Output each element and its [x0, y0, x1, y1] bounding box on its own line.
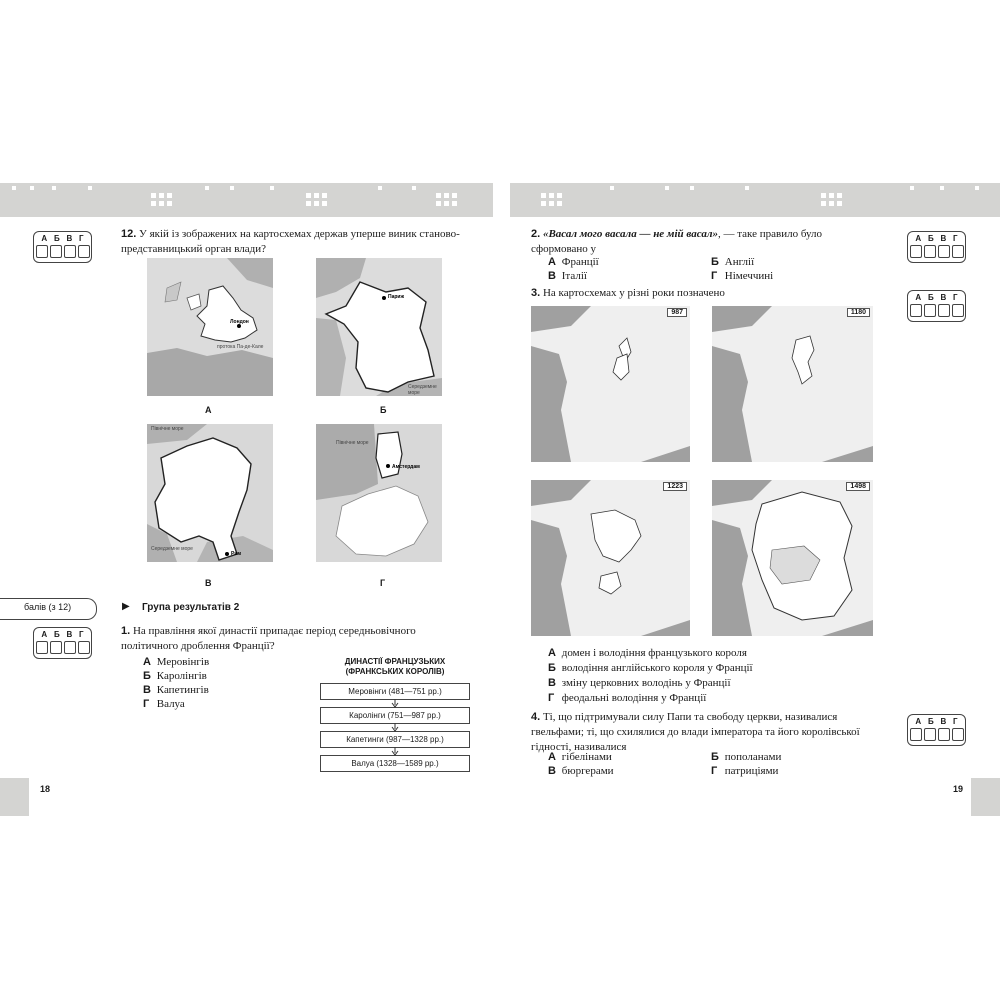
- option-letter: В: [143, 684, 151, 696]
- option-letter: А: [143, 656, 151, 668]
- answer-letter: В: [940, 293, 947, 302]
- answer-letter: В: [940, 234, 947, 243]
- answer-cell[interactable]: [78, 641, 90, 654]
- map-city-label: Амстердам: [392, 464, 420, 470]
- header-band-right: [510, 183, 1000, 217]
- option-letter: А: [548, 751, 556, 763]
- question-text: На картосхемах у різні роки позначено: [542, 287, 725, 299]
- option-d[interactable]: [711, 269, 773, 283]
- question-number: 2.: [531, 228, 541, 240]
- score-label: балів (з 12): [24, 602, 72, 612]
- scheme-subtitle: (ФРАНКСЬКИХ КОРОЛІВ): [345, 667, 445, 676]
- answer-cell[interactable]: [910, 304, 922, 317]
- answer-box[interactable]: [907, 714, 966, 746]
- answer-cell[interactable]: [910, 728, 922, 741]
- square-dot-icon: [230, 186, 234, 190]
- map-label: А: [205, 405, 212, 415]
- option-text: Англії: [724, 256, 755, 268]
- question-3: [531, 286, 871, 301]
- dynasty-box: Капетинги (987—1328 рр.): [320, 731, 470, 748]
- square-dots-icon: [151, 193, 172, 206]
- dynasty-box: Меровінги (481—751 рр.): [320, 683, 470, 700]
- option-letter: Б: [548, 662, 556, 674]
- dynasty-box: Валуа (1328—1589 рр.): [320, 755, 470, 772]
- option-letter: А: [548, 256, 556, 268]
- question-number: 4.: [531, 711, 541, 723]
- answer-cell[interactable]: [36, 641, 48, 654]
- square-dot-icon: [910, 186, 914, 190]
- square-dot-icon: [52, 186, 56, 190]
- square-dots-icon: [821, 193, 842, 206]
- option-a[interactable]: [548, 255, 599, 269]
- answer-cell[interactable]: [78, 245, 90, 258]
- option-letter: Б: [711, 751, 719, 763]
- page-number: 19: [953, 784, 964, 794]
- answer-letter: Б: [53, 630, 60, 639]
- answer-letter: Г: [953, 234, 958, 243]
- square-dot-icon: [940, 186, 944, 190]
- page-corner: [971, 778, 1000, 816]
- square-dots-icon: [541, 193, 562, 206]
- answer-cell[interactable]: [64, 245, 76, 258]
- answer-letter: В: [66, 234, 73, 243]
- square-dots-icon: [436, 193, 457, 206]
- answer-letter: Б: [927, 234, 934, 243]
- group-marker-icon: ▶: [122, 601, 130, 612]
- square-dot-icon: [88, 186, 92, 190]
- page-corner: [0, 778, 29, 816]
- option-letter: А: [548, 647, 556, 659]
- answer-cell[interactable]: [36, 245, 48, 258]
- option-a[interactable]: [548, 646, 747, 660]
- map-frankish-empire: [147, 424, 273, 562]
- square-dots-icon: [306, 193, 327, 206]
- option-text: Франції: [561, 256, 599, 268]
- answer-cell[interactable]: [924, 304, 936, 317]
- question-4: [531, 710, 873, 755]
- option-letter: В: [548, 765, 556, 777]
- option-letter: Г: [143, 698, 150, 710]
- square-dot-icon: [12, 186, 16, 190]
- question-1: [121, 624, 471, 654]
- square-dot-icon: [665, 186, 669, 190]
- map-year-label: 1223: [663, 482, 687, 491]
- square-dot-icon: [412, 186, 416, 190]
- answer-cell[interactable]: [924, 728, 936, 741]
- scheme-title: ДИНАСТІЇ ФРАНЦУЗЬКИХ: [344, 657, 446, 666]
- option-text: патриціями: [724, 765, 779, 777]
- square-dot-icon: [690, 186, 694, 190]
- answer-cell[interactable]: [64, 641, 76, 654]
- question-number: 12.: [121, 228, 137, 240]
- question-text: У якій із зображених на картосхемах держав уперше виник станово-представницький орган влади?: [121, 228, 460, 255]
- option-letter: Г: [711, 765, 718, 777]
- answer-letter: А: [41, 630, 48, 639]
- answer-box[interactable]: [33, 627, 92, 659]
- question-text: На правління якої династії припадає період середньовічного політичного дроблення Франції?: [121, 625, 416, 652]
- answer-letter: Б: [927, 717, 934, 726]
- option-letter: Г: [711, 270, 718, 282]
- answer-cell[interactable]: [924, 245, 936, 258]
- question-2: [531, 227, 871, 257]
- option-c[interactable]: [548, 764, 614, 778]
- question-text: Ті, що підтримували силу Папи та свободу церкви, називалися гвельфами; ті, що схилялися до влади імператора та його королівської гідності, називалися: [531, 711, 860, 753]
- square-dot-icon: [975, 186, 979, 190]
- answer-cell[interactable]: [50, 641, 62, 654]
- answer-box[interactable]: [907, 290, 966, 322]
- option-b[interactable]: [143, 669, 207, 683]
- option-text: домен і володіння французького короля: [561, 647, 747, 659]
- answer-cell[interactable]: [938, 245, 950, 258]
- map-year-label: 1180: [847, 308, 870, 317]
- answer-letter: В: [66, 630, 73, 639]
- map-france-1180: [712, 306, 873, 462]
- group-title: Група результатів 2: [142, 602, 240, 613]
- option-letter: Б: [143, 670, 151, 682]
- option-c[interactable]: [548, 676, 731, 690]
- square-dot-icon: [745, 186, 749, 190]
- map-france: [316, 258, 442, 396]
- dynasty-box: Каролінги (751—987 рр.): [320, 707, 470, 724]
- map-netherlands: [316, 424, 442, 562]
- map-year-label: 1498: [846, 482, 870, 491]
- answer-letter: А: [915, 234, 922, 243]
- option-letter: Б: [711, 256, 719, 268]
- answer-cell[interactable]: [938, 728, 950, 741]
- page-number: 18: [40, 784, 51, 794]
- question-number: 1.: [121, 625, 131, 637]
- map-sea-label: Північне море: [336, 440, 369, 446]
- option-text: володіння англійського короля у Франції: [561, 662, 753, 674]
- map-sea-label: Північне море: [151, 426, 184, 432]
- map-city-label: Рим: [231, 551, 242, 557]
- map-city-label: Париж: [388, 294, 405, 300]
- answer-letter: А: [915, 717, 922, 726]
- answer-letter: Б: [927, 293, 934, 302]
- answer-letter: В: [940, 717, 947, 726]
- option-d[interactable]: [711, 764, 778, 778]
- header-band-left: [0, 183, 493, 217]
- map-label: Б: [380, 405, 387, 415]
- option-text: гібелінами: [561, 751, 612, 763]
- answer-cell[interactable]: [952, 728, 964, 741]
- option-text: феодальні володіння у Франції: [561, 692, 707, 704]
- option-b[interactable]: [548, 661, 753, 675]
- map-year-label: 987: [667, 308, 687, 317]
- map-sea-label: Середземне море: [408, 384, 437, 396]
- option-text: Меровінгів: [156, 656, 210, 668]
- answer-letter: Б: [53, 234, 60, 243]
- map-sea-label: протока Па-де-Кале: [217, 344, 264, 350]
- option-text: Німеччині: [724, 270, 774, 282]
- scheme-arrows: [390, 699, 400, 757]
- option-text: Італії: [561, 270, 587, 282]
- option-text: Валуа: [156, 698, 185, 710]
- answer-cell[interactable]: [50, 245, 62, 258]
- option-c[interactable]: [143, 683, 209, 697]
- option-b[interactable]: [711, 750, 781, 764]
- option-a[interactable]: [548, 750, 612, 764]
- option-text: бюргерами: [561, 765, 614, 777]
- square-dot-icon: [378, 186, 382, 190]
- answer-letter: Г: [79, 630, 84, 639]
- question-text: , — таке правило було сформовано у: [531, 228, 823, 255]
- option-a[interactable]: [143, 655, 209, 669]
- answer-letter: А: [915, 293, 922, 302]
- square-dot-icon: [30, 186, 34, 190]
- answer-letter: А: [41, 234, 48, 243]
- option-d[interactable]: [548, 691, 706, 705]
- map-england: [147, 258, 273, 396]
- map-label: В: [205, 578, 212, 588]
- answer-cell[interactable]: [952, 304, 964, 317]
- answer-cell[interactable]: [938, 304, 950, 317]
- option-text: Капетингів: [156, 684, 209, 696]
- option-letter: В: [548, 677, 556, 689]
- map-label: Г: [380, 578, 386, 588]
- option-text: зміну церковних володінь у Франції: [561, 677, 731, 689]
- answer-letter: Г: [79, 234, 84, 243]
- answer-cell[interactable]: [952, 245, 964, 258]
- square-dot-icon: [610, 186, 614, 190]
- map-sea-label: Середземне море: [151, 546, 193, 552]
- question-12: [121, 227, 471, 257]
- square-dot-icon: [270, 186, 274, 190]
- map-city-label: Лондон: [230, 319, 249, 325]
- option-letter: Г: [548, 692, 555, 704]
- option-text: пополанами: [724, 751, 782, 763]
- question-quote: «Васал мого васала — не мій васал»: [542, 228, 718, 240]
- question-number: 3.: [531, 287, 541, 299]
- option-letter: В: [548, 270, 556, 282]
- option-d[interactable]: [143, 697, 185, 711]
- answer-letter: Г: [953, 293, 958, 302]
- answer-letter: Г: [953, 717, 958, 726]
- square-dot-icon: [205, 186, 209, 190]
- option-text: Каролінгів: [156, 670, 207, 682]
- map-france-1223: [531, 480, 690, 636]
- option-b[interactable]: [711, 255, 754, 269]
- map-france-1498: [712, 480, 873, 636]
- answer-box[interactable]: [33, 231, 92, 263]
- map-france-987: [531, 306, 690, 462]
- option-c[interactable]: [548, 269, 587, 283]
- answer-box[interactable]: [907, 231, 966, 263]
- answer-cell[interactable]: [910, 245, 922, 258]
